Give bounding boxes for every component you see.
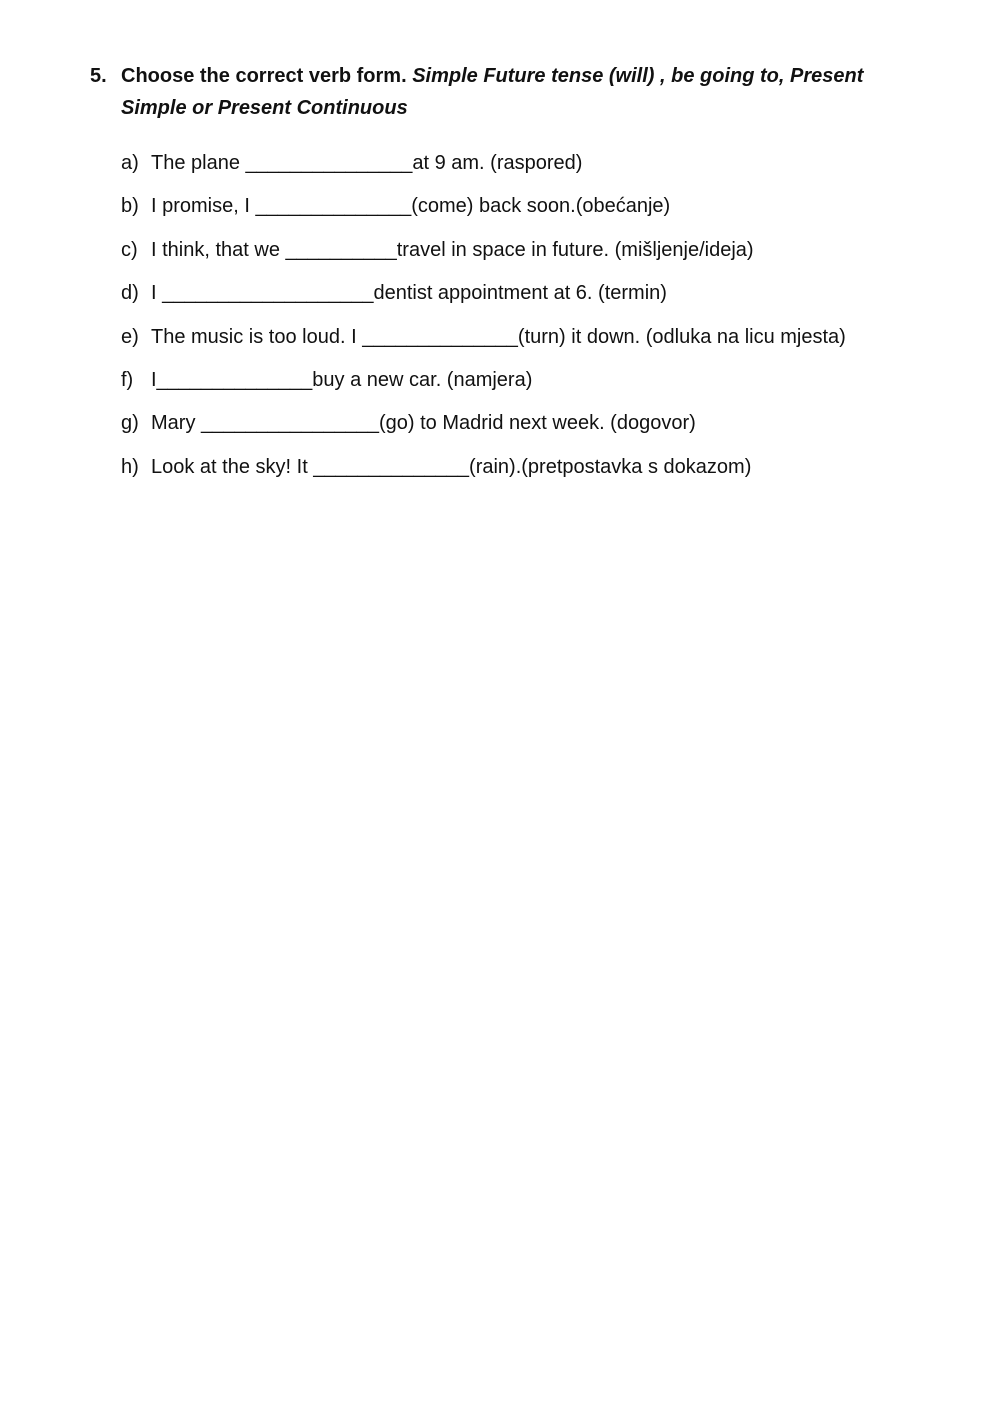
item-letter: e)	[121, 325, 139, 348]
item-sentence: I ___________________dentist appointment at 6. (termin)	[151, 282, 667, 305]
item-letter: c)	[121, 238, 138, 261]
item-letter: h)	[121, 455, 139, 478]
item-sentence: Mary ________________(go) to Madrid next week. (dogovor)	[151, 412, 696, 435]
exercise-item	[121, 454, 921, 480]
exercise-instruction	[121, 60, 910, 124]
instruction-bold: Choose the correct verb form.	[121, 65, 413, 87]
exercise-item	[121, 410, 921, 436]
exercise-heading	[90, 60, 910, 124]
item-letter: b)	[121, 195, 139, 218]
instruction-tenses: Simple Future tense (will) , be going to, Present Simple or Present Continuous	[121, 65, 864, 119]
exercise-item	[121, 193, 921, 219]
item-letter: a)	[121, 152, 139, 174]
exercise-item	[121, 367, 921, 393]
item-letter: d)	[121, 282, 139, 305]
exercise-item	[121, 280, 921, 306]
item-letter: g)	[121, 412, 139, 435]
exercise-5	[90, 60, 910, 478]
item-sentence: I promise, I ______________(come) back soon.(obećanje)	[151, 195, 671, 218]
exercise-items	[121, 150, 921, 497]
exercise-number: 5.	[90, 65, 107, 87]
item-sentence: The music is too loud. I ______________(turn) it down. (odluka na licu mjesta)	[151, 325, 846, 348]
item-sentence: Look at the sky! It ______________(rain).(pretpostavka s dokazom)	[151, 455, 752, 478]
item-sentence: I think, that we __________travel in space in future. (mišljenje/ideja)	[151, 238, 754, 261]
exercise-item	[121, 324, 921, 350]
exercise-item	[121, 237, 921, 263]
item-sentence: The plane _______________at 9 am. (raspored)	[151, 152, 583, 174]
item-letter: f)	[121, 368, 134, 391]
item-sentence: I______________buy a new car. (namjera)	[151, 368, 533, 391]
exercise-item	[121, 150, 921, 176]
